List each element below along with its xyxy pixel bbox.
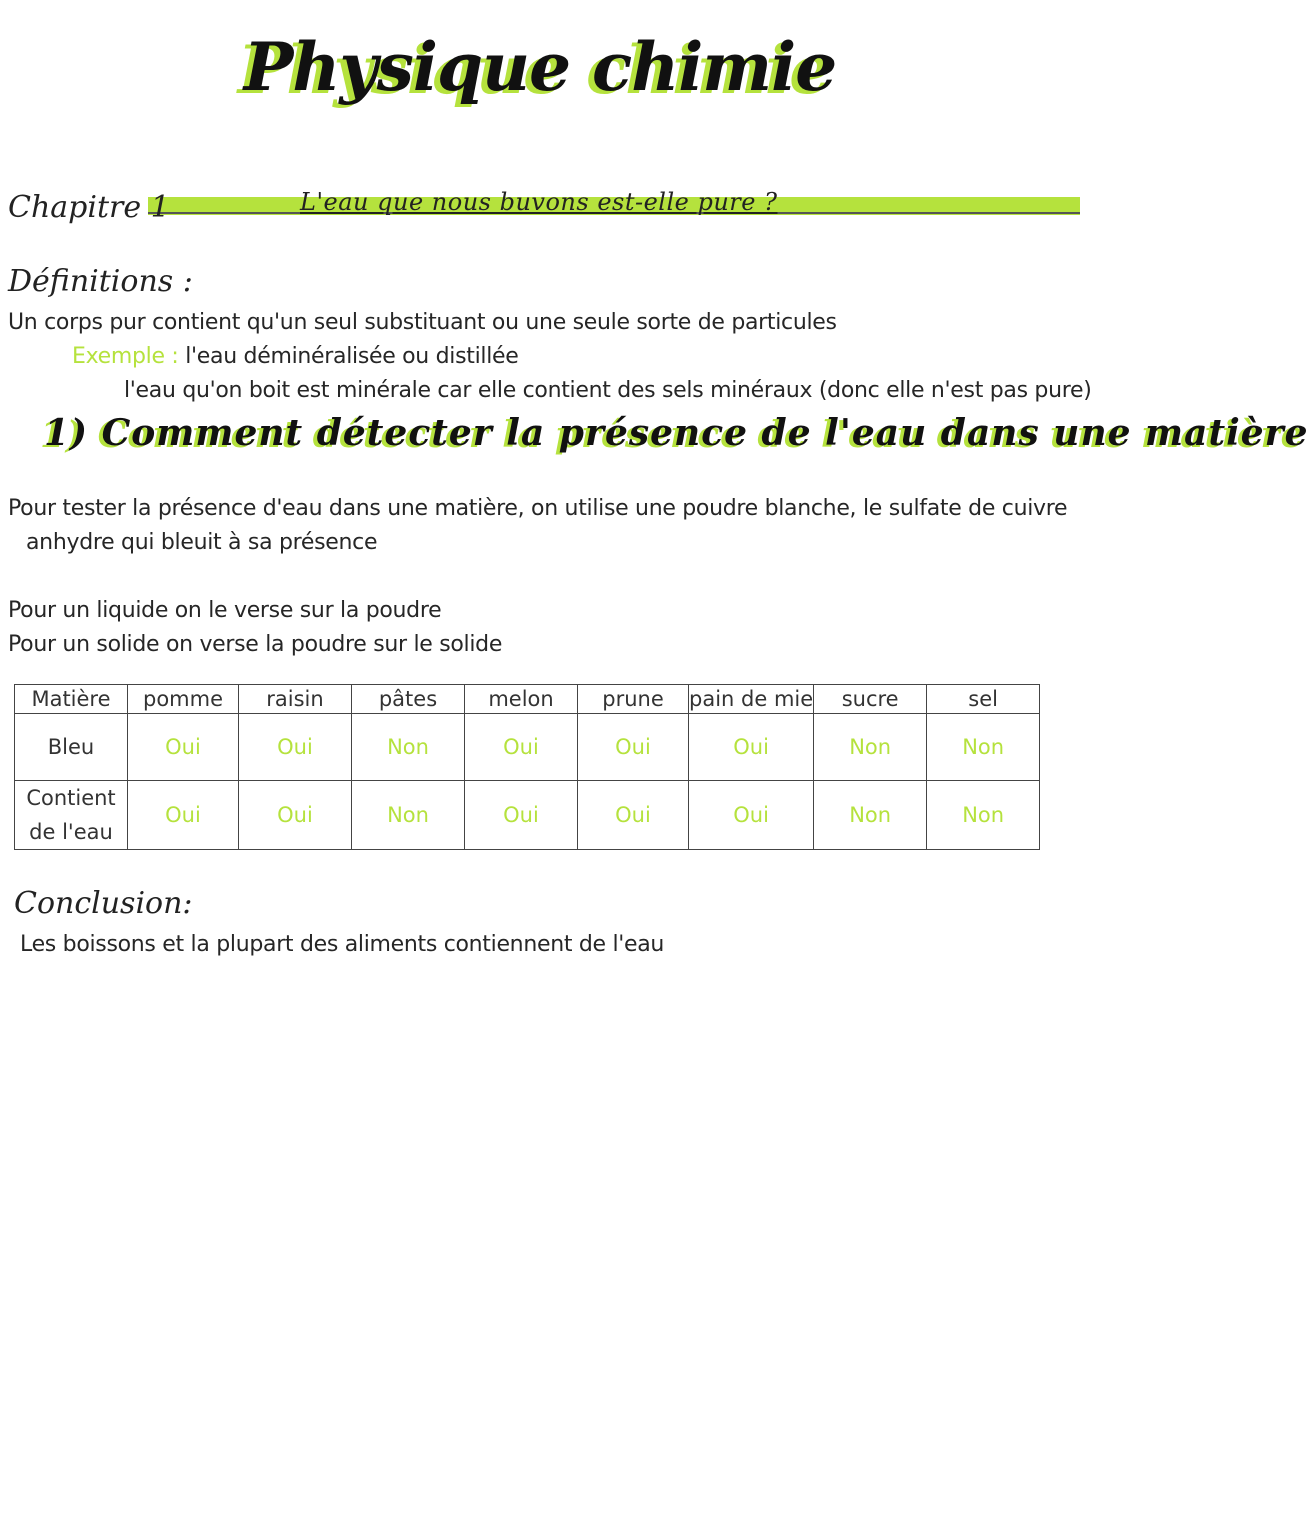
- row-label: [15, 714, 128, 781]
- table-cell: Oui: [465, 781, 578, 850]
- table-cell: Oui: [578, 781, 689, 850]
- example-label: Exemple :: [72, 344, 179, 369]
- chapter-label: Chapitre 1: [8, 190, 170, 225]
- table-cell: Non: [814, 714, 927, 781]
- table-cell: Oui: [239, 714, 352, 781]
- table-row: [15, 781, 1040, 850]
- paragraph-line: Pour un liquide on le verse sur la poudre: [8, 598, 442, 623]
- conclusion-heading: Conclusion:: [14, 886, 193, 921]
- table-header-cell: melon: [465, 685, 578, 714]
- row-label-line: Bleu: [47, 735, 95, 759]
- results-table: [14, 684, 1040, 850]
- paragraph-line: anhydre qui bleuit à sa présence: [26, 530, 378, 555]
- row-label: [15, 781, 128, 850]
- example-text: l'eau déminéralisée ou distillée: [185, 344, 519, 369]
- table-cell: Oui: [689, 714, 814, 781]
- table-header-cell: pain de mie: [689, 685, 814, 714]
- table-cell: Non: [927, 714, 1040, 781]
- chapter-subtitle: L'eau que nous buvons est-elle pure ?: [300, 188, 778, 216]
- table-cell: Oui: [465, 714, 578, 781]
- table-header-cell: pâtes: [352, 685, 465, 714]
- row-label-line: de l'eau: [29, 820, 113, 844]
- table-header-row: [15, 685, 1040, 714]
- table-cell: Oui: [128, 714, 239, 781]
- table-cell: Non: [352, 781, 465, 850]
- table-cell: Non: [927, 781, 1040, 850]
- table-cell: Oui: [578, 714, 689, 781]
- table-header-cell: raisin: [239, 685, 352, 714]
- paragraph-line: Pour un solide on verse la poudre sur le solide: [8, 632, 503, 657]
- table-header-cell: sel: [927, 685, 1040, 714]
- row-label-line: Contient: [26, 786, 116, 810]
- table-header-cell: prune: [578, 685, 689, 714]
- table-cell: Non: [352, 714, 465, 781]
- definitions-heading: Définitions :: [8, 264, 193, 299]
- definition-line: Un corps pur contient qu'un seul substituant ou une seule sorte de particules: [8, 310, 837, 335]
- table-cell: Non: [814, 781, 927, 850]
- table-header-cell: Matière: [15, 685, 128, 714]
- section-heading: 1) Comment détecter la présence de l'eau dans une matière: [44, 412, 1309, 454]
- conclusion-text: Les boissons et la plupart des aliments contiennent de l'eau: [20, 932, 665, 957]
- table-row: [15, 714, 1040, 781]
- example-line: [72, 344, 519, 369]
- table-cell: Oui: [128, 781, 239, 850]
- mineral-water-line: l'eau qu'on boit est minérale car elle contient des sels minéraux (donc elle n'est pas pure): [124, 378, 1092, 403]
- page-title: Physique chimie: [243, 28, 837, 106]
- paragraph-line: Pour tester la présence d'eau dans une matière, on utilise une poudre blanche, le sulfate de cuivre: [8, 496, 1068, 521]
- table-header-cell: pomme: [128, 685, 239, 714]
- table-cell: Oui: [239, 781, 352, 850]
- table-header-cell: sucre: [814, 685, 927, 714]
- table-cell: Oui: [689, 781, 814, 850]
